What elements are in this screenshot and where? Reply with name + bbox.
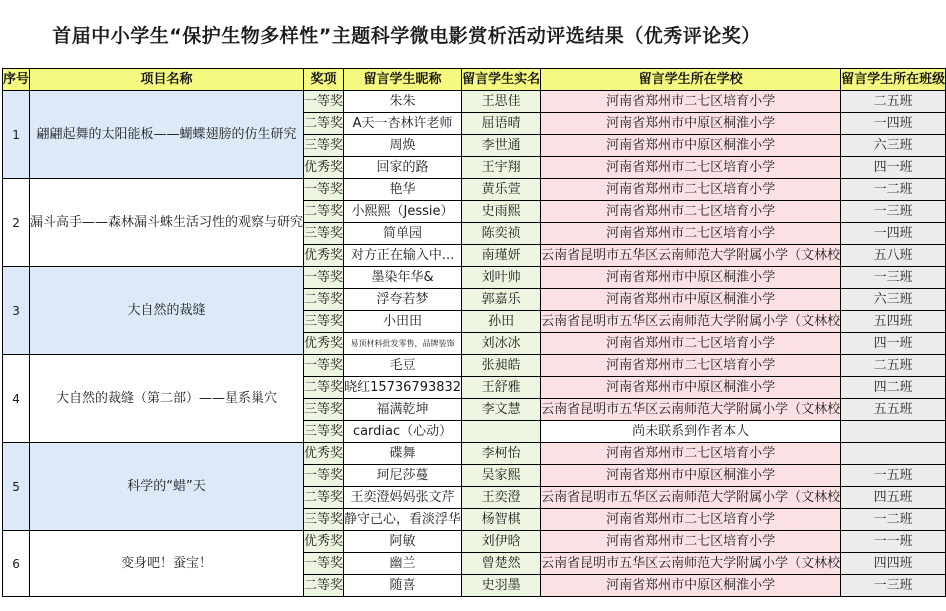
nickname-cell: 阿敏: [344, 531, 462, 553]
nickname-cell: 碟舞: [344, 443, 462, 465]
school-cell: 河南省郑州市二七区培育小学: [541, 157, 841, 179]
header-nickname: 留言学生昵称: [344, 69, 462, 91]
realname-cell: 黄乐萱: [462, 179, 541, 201]
nickname-cell: 毛豆: [344, 355, 462, 377]
realname-cell: 刘叶帅: [462, 267, 541, 289]
school-cell: 河南省郑州市中原区桐淮小学: [541, 575, 841, 597]
award-cell: 优秀奖: [304, 157, 344, 179]
nickname-cell: 静守己心，看淡浮华: [344, 509, 462, 531]
class-cell: 四四班: [841, 553, 946, 575]
award-cell: 优秀奖: [304, 443, 344, 465]
school-cell: 河南省郑州市二七区培育小学: [541, 179, 841, 201]
award-cell: 一等奖: [304, 267, 344, 289]
school-cell: 河南省郑州市二七区培育小学: [541, 91, 841, 113]
award-cell: 一等奖: [304, 179, 344, 201]
seq-cell: 2: [3, 179, 30, 267]
nickname-cell: 简单园: [344, 223, 462, 245]
school-cell: 云南省昆明市五华区云南师范大学附属小学（文林校: [541, 245, 841, 267]
class-cell: 一三班: [841, 267, 946, 289]
realname-cell: 李文慧: [462, 399, 541, 421]
award-cell: 二等奖: [304, 289, 344, 311]
nickname-cell: 回家的路: [344, 157, 462, 179]
nickname-cell: 王奕澄妈妈张文芹: [344, 487, 462, 509]
class-cell: 四五班: [841, 487, 946, 509]
realname-cell: 陈奕祯: [462, 223, 541, 245]
realname-cell: 史雨熙: [462, 201, 541, 223]
results-table: [2, 68, 946, 597]
header-school: 留言学生所在学校: [541, 69, 841, 91]
school-cell: 河南省郑州市中原区桐淮小学: [541, 465, 841, 487]
header-class: 留言学生所在班级: [841, 69, 946, 91]
seq-cell: 3: [3, 267, 30, 355]
class-cell: 二五班: [841, 355, 946, 377]
realname-cell: 史羽墨: [462, 575, 541, 597]
school-cell: 河南省郑州市二七区培育小学: [541, 201, 841, 223]
realname-cell: 郭嘉乐: [462, 289, 541, 311]
table-row: [3, 267, 946, 289]
nickname-cell: 小熙熙（Jessie）: [344, 201, 462, 223]
school-cell: 河南省郑州市二七区培育小学: [541, 531, 841, 553]
realname-cell: 刘伊晗: [462, 531, 541, 553]
award-cell: 一等奖: [304, 553, 344, 575]
school-cell: 河南省郑州市中原区桐淮小学: [541, 377, 841, 399]
school-cell: 河南省郑州市二七区培育小学: [541, 443, 841, 465]
seq-cell: 5: [3, 443, 30, 531]
nickname-cell: 晓红15736793832: [344, 377, 462, 399]
table-body: [3, 91, 946, 597]
award-cell: 三等奖: [304, 399, 344, 421]
project-name-cell: 变身吧！蚕宝！: [30, 531, 304, 597]
award-cell: 一等奖: [304, 465, 344, 487]
header-award: 奖项: [304, 69, 344, 91]
nickname-cell: 珂尼莎蔓: [344, 465, 462, 487]
award-cell: 二等奖: [304, 575, 344, 597]
school-cell: 云南省昆明市五华区云南师范大学附属小学（文林校: [541, 399, 841, 421]
nickname-cell: 艳华: [344, 179, 462, 201]
class-cell: 六三班: [841, 289, 946, 311]
class-cell: [841, 421, 946, 443]
nickname-cell: 福满乾坤: [344, 399, 462, 421]
table-row: [3, 355, 946, 377]
school-cell: 河南省郑州市二七区培育小学: [541, 509, 841, 531]
award-cell: 二等奖: [304, 377, 344, 399]
award-cell: 优秀奖: [304, 333, 344, 355]
class-cell: 一二班: [841, 509, 946, 531]
award-cell: 三等奖: [304, 135, 344, 157]
realname-cell: 刘冰冰: [462, 333, 541, 355]
award-cell: 三等奖: [304, 311, 344, 333]
nickname-cell: 幽兰: [344, 553, 462, 575]
school-cell: 河南省郑州市中原区桐淮小学: [541, 135, 841, 157]
header-row: [3, 69, 946, 91]
school-cell: 河南省郑州市中原区桐淮小学: [541, 289, 841, 311]
class-cell: 二五班: [841, 91, 946, 113]
class-cell: 六三班: [841, 135, 946, 157]
class-cell: [841, 443, 946, 465]
project-name-cell: 大自然的裁缝: [30, 267, 304, 355]
page-title: 首届中小学生“保护生物多样性”主题科学微电影赏析活动评选结果（优秀评论奖）: [52, 24, 761, 47]
award-cell: 三等奖: [304, 421, 344, 443]
project-name-cell: 科学的“蜡”天: [30, 443, 304, 531]
class-cell: 一五班: [841, 465, 946, 487]
realname-cell: 李柯怡: [462, 443, 541, 465]
class-cell: 一三班: [841, 201, 946, 223]
class-cell: 一一班: [841, 531, 946, 553]
class-cell: 五四班: [841, 311, 946, 333]
school-cell: 尚未联系到作者本人: [541, 421, 841, 443]
class-cell: 一四班: [841, 223, 946, 245]
class-cell: 四一班: [841, 157, 946, 179]
award-cell: 一等奖: [304, 355, 344, 377]
seq-cell: 4: [3, 355, 30, 443]
realname-cell: 李世通: [462, 135, 541, 157]
school-cell: 河南省郑州市二七区培育小学: [541, 333, 841, 355]
class-cell: 一四班: [841, 113, 946, 135]
realname-cell: 王思佳: [462, 91, 541, 113]
award-cell: 优秀奖: [304, 245, 344, 267]
nickname-cell: 对方正在输入中...: [344, 245, 462, 267]
table-row: [3, 179, 946, 201]
nickname-cell: cardiac（心动）: [344, 421, 462, 443]
nickname-cell: 朱朱: [344, 91, 462, 113]
class-cell: 四一班: [841, 333, 946, 355]
realname-cell: 王宇翔: [462, 157, 541, 179]
realname-cell: [462, 421, 541, 443]
realname-cell: 吴家熙: [462, 465, 541, 487]
seq-cell: 6: [3, 531, 30, 597]
award-cell: 二等奖: [304, 487, 344, 509]
realname-cell: 张昶皓: [462, 355, 541, 377]
school-cell: 河南省郑州市中原区桐淮小学: [541, 267, 841, 289]
seq-cell: 1: [3, 91, 30, 179]
class-cell: 四二班: [841, 377, 946, 399]
project-name-cell: 漏斗高手——森林漏斗蛛生活习性的观察与研究: [30, 179, 304, 267]
table-row: [3, 531, 946, 553]
school-cell: 河南省郑州市中原区桐淮小学: [541, 113, 841, 135]
realname-cell: 杨智棋: [462, 509, 541, 531]
realname-cell: 王舒雅: [462, 377, 541, 399]
header-realname: 留言学生实名: [462, 69, 541, 91]
nickname-cell: 周焕: [344, 135, 462, 157]
nickname-cell: 小田田: [344, 311, 462, 333]
award-cell: 三等奖: [304, 223, 344, 245]
nickname-cell: 随喜: [344, 575, 462, 597]
award-cell: 二等奖: [304, 201, 344, 223]
realname-cell: 孙田: [462, 311, 541, 333]
nickname-cell: A天一杏林许老师: [344, 113, 462, 135]
class-cell: 五八班: [841, 245, 946, 267]
project-name-cell: 翩翩起舞的太阳能板——蝴蝶翅膀的仿生研究: [30, 91, 304, 179]
table-row: [3, 91, 946, 113]
school-cell: 河南省郑州市二七区培育小学: [541, 223, 841, 245]
award-cell: 一等奖: [304, 91, 344, 113]
project-name-cell: 大自然的裁缝（第二部）——星系巢穴: [30, 355, 304, 443]
class-cell: 一二班: [841, 179, 946, 201]
award-cell: 三等奖: [304, 509, 344, 531]
award-cell: 优秀奖: [304, 531, 344, 553]
realname-cell: 南瑾妍: [462, 245, 541, 267]
class-cell: 五五班: [841, 399, 946, 421]
realname-cell: 曾楚然: [462, 553, 541, 575]
nickname-cell: 浮夸若梦: [344, 289, 462, 311]
realname-cell: 王奕澄: [462, 487, 541, 509]
header-project: 项目名称: [30, 69, 304, 91]
nickname-cell: 墨染年华&: [344, 267, 462, 289]
school-cell: 云南省昆明市五华区云南师范大学附属小学（文林校: [541, 553, 841, 575]
award-cell: 二等奖: [304, 113, 344, 135]
table-row: [3, 443, 946, 465]
class-cell: 一三班: [841, 575, 946, 597]
school-cell: 云南省昆明市五华区云南师范大学附属小学（文林校: [541, 487, 841, 509]
school-cell: 河南省郑州市二七区培育小学: [541, 355, 841, 377]
header-seq: 序号: [3, 69, 30, 91]
nickname-cell: 易顶材料批发零售，品牌装饰: [344, 333, 462, 355]
school-cell: 云南省昆明市五华区云南师范大学附属小学（文林校: [541, 311, 841, 333]
realname-cell: 屈语晴: [462, 113, 541, 135]
